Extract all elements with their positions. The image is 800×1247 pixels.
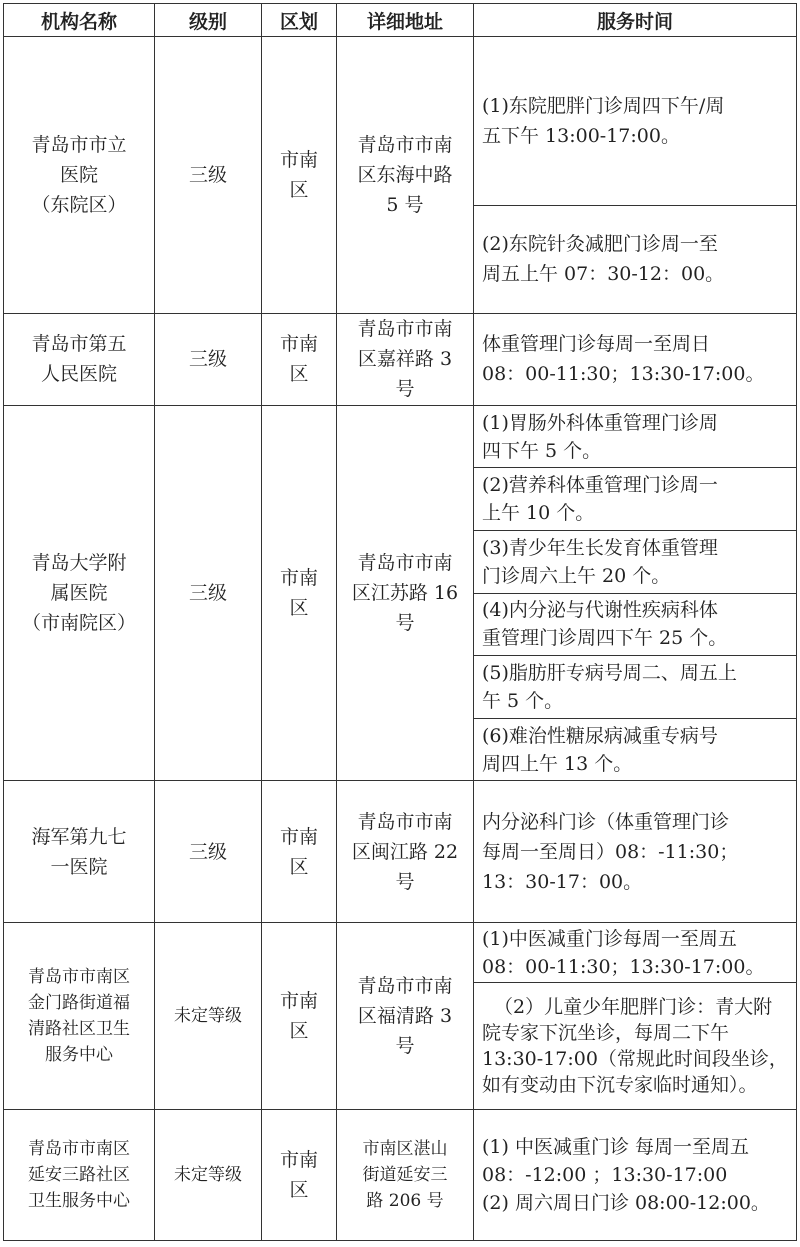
org-name-line: 清路社区卫生: [28, 1018, 130, 1039]
address-line: 青岛市市南: [357, 552, 453, 575]
service-time-cell: [474, 656, 797, 719]
address-line: 市南区湛山: [362, 1138, 448, 1159]
org-name-line: 青岛市市南区: [28, 966, 130, 987]
address-line: 青岛市市南: [357, 318, 453, 341]
address-line: 号: [395, 1034, 415, 1057]
org-name-line: 金门路街道福: [28, 992, 130, 1013]
district-line: 市南: [279, 333, 318, 356]
district-line: 区: [289, 363, 309, 386]
address-line: 青岛市市南: [357, 810, 453, 833]
org-name-cell: [4, 313, 155, 405]
district-cell: [262, 313, 337, 405]
table-row: [4, 313, 797, 405]
address-cell: [337, 313, 474, 405]
table-row: [4, 37, 797, 206]
org-name-line: 人民医院: [40, 363, 117, 386]
address-cell: [337, 1109, 474, 1240]
header-district: 区划: [262, 4, 337, 37]
district-line: 市南: [279, 1148, 318, 1171]
service-line: （2）儿童少年肥胖门诊：青大附: [494, 995, 773, 1018]
org-name-line: 青岛市第五: [31, 333, 127, 356]
service-line: (2)营养科体重管理门诊周一: [482, 474, 718, 497]
service-time-cell: [474, 313, 797, 405]
service-line: (3)青少年生长发育体重管理: [482, 536, 718, 559]
address-cell: [337, 781, 474, 922]
service-time-cell: [474, 531, 797, 594]
service-line: 午 5 个。: [482, 690, 564, 713]
service-line: 周四上午 13 个。: [482, 752, 633, 775]
service-time-cell: [474, 718, 797, 781]
org-name-cell: [4, 37, 155, 314]
district-cell: [262, 1109, 337, 1240]
clinic-table: [3, 3, 797, 1241]
org-name-line: （市南院区）: [21, 612, 136, 635]
org-name-cell: [4, 922, 155, 1109]
district-cell: [262, 405, 337, 781]
service-line: (2)东院针灸减肥门诊周一至: [482, 233, 718, 256]
service-line: 13：30-17：00。: [482, 870, 643, 893]
service-line: 周五上午 07：30-12：00。: [482, 263, 725, 286]
district-line: 区: [289, 179, 309, 202]
address-line: 号: [395, 612, 415, 635]
district-line: 区: [289, 1178, 309, 1201]
level-cell: 三级: [155, 37, 262, 314]
address-line: 区东海中路: [357, 164, 453, 187]
district-line: 市南: [279, 149, 318, 172]
org-name-line: （东院区）: [31, 194, 127, 217]
header-level: 级别: [155, 4, 262, 37]
service-line: 内分泌科门诊（体重管理门诊: [482, 810, 730, 833]
service-line: 四下午 5 个。: [482, 439, 602, 462]
service-line: 院专家下沉坐诊，每周二下午: [482, 1021, 730, 1044]
service-time-cell: [474, 983, 797, 1109]
service-line: (6)难治性糖尿病减重专病号: [482, 724, 718, 747]
org-name-line: 海军第九七: [31, 825, 127, 848]
table-row: [4, 922, 797, 983]
table-row: [4, 781, 797, 922]
service-line: 13:30-17:00（常规此时间段坐诊，: [482, 1047, 788, 1070]
service-line: (1)东院肥胖门诊周四下午/周: [482, 95, 725, 118]
address-cell: [337, 37, 474, 314]
org-name-cell: [4, 1109, 155, 1240]
org-name-line: 青岛大学附: [31, 552, 127, 575]
org-name-line: 属医院: [50, 582, 108, 605]
service-line: 08：00-11:30；13:30-17:00。: [482, 363, 765, 386]
address-line: 街道延安三: [362, 1164, 448, 1185]
service-line: 08：00-11:30；13:30-17:00。: [482, 955, 765, 978]
address-line: 5 号: [386, 194, 424, 217]
service-line: (2) 周六周日门诊 08:00-12:00。: [482, 1191, 770, 1214]
service-line: 每周一至周日）08：-11:30；: [482, 840, 739, 863]
org-name-line: 卫生服务中心: [28, 1190, 130, 1211]
org-name-line: 一医院: [50, 855, 108, 878]
org-name-cell: [4, 781, 155, 922]
address-line: 青岛市市南: [357, 974, 453, 997]
service-line: 上午 10 个。: [482, 502, 595, 525]
service-line: (4)内分泌与代谢性疾病科体: [482, 599, 718, 622]
org-name-line: 服务中心: [45, 1044, 113, 1065]
service-time-cell: [474, 593, 797, 656]
service-line: 重管理门诊周四下午 25 个。: [482, 627, 728, 650]
address-cell: [337, 405, 474, 781]
org-name-line: 青岛市市南区: [28, 1138, 130, 1159]
service-line: 如有变动由下沉专家临时通知）。: [482, 1073, 758, 1096]
service-line: 08：-12:00 ；13:30-17:00: [482, 1163, 728, 1186]
level-cell: 三级: [155, 781, 262, 922]
service-line: 门诊周六上午 20 个。: [482, 564, 671, 587]
service-time-cell: [474, 205, 797, 313]
service-line: 体重管理门诊每周一至周日: [482, 333, 711, 356]
district-cell: [262, 922, 337, 1109]
service-line: (1)胃肠外科体重管理门诊周: [482, 411, 718, 434]
org-name-line: 医院: [59, 164, 98, 187]
district-line: 区: [289, 855, 309, 878]
header-address: 详细地址: [337, 4, 474, 37]
level-cell: 未定等级: [155, 1109, 262, 1240]
address-line: 青岛市市南: [357, 134, 453, 157]
service-time-cell: [474, 37, 797, 206]
district-line: 市南: [279, 989, 318, 1012]
table-row: [4, 1109, 797, 1240]
district-line: 市南: [279, 567, 318, 590]
address-line: 区江苏路 16: [351, 582, 459, 605]
header-service-time: 服务时间: [474, 4, 797, 37]
org-name-line: 延安三路社区: [28, 1164, 130, 1185]
service-time-cell: [474, 468, 797, 531]
service-time-cell: [474, 405, 797, 468]
header-name: 机构名称: [4, 4, 155, 37]
org-name-cell: [4, 405, 155, 781]
district-line: 市南: [279, 825, 318, 848]
service-line: 五下午 13:00-17:00。: [482, 125, 680, 148]
level-cell: 三级: [155, 313, 262, 405]
level-cell: 未定等级: [155, 922, 262, 1109]
address-line: 区嘉祥路 3: [357, 348, 453, 371]
district-line: 区: [289, 597, 309, 620]
service-line: (1)中医减重门诊每周一至周五: [482, 927, 737, 950]
district-cell: [262, 37, 337, 314]
service-time-cell: [474, 1109, 797, 1240]
header-row: [4, 4, 797, 37]
service-time-cell: [474, 781, 797, 922]
district-line: 区: [289, 1019, 309, 1042]
address-line: 号: [395, 378, 415, 401]
table-row: [4, 405, 797, 468]
org-name-line: 青岛市市立: [31, 134, 127, 157]
address-line: 区福清路 3: [357, 1004, 453, 1027]
address-cell: [337, 922, 474, 1109]
address-line: 号: [395, 870, 415, 893]
service-line: (5)脂肪肝专病号周二、周五上: [482, 662, 737, 685]
district-cell: [262, 781, 337, 922]
service-time-cell: [474, 922, 797, 983]
level-cell: 三级: [155, 405, 262, 781]
address-line: 路 206 号: [366, 1190, 444, 1211]
service-line: (1) 中医减重门诊 每周一至周五: [482, 1135, 749, 1158]
address-line: 区闽江路 22: [351, 840, 459, 863]
